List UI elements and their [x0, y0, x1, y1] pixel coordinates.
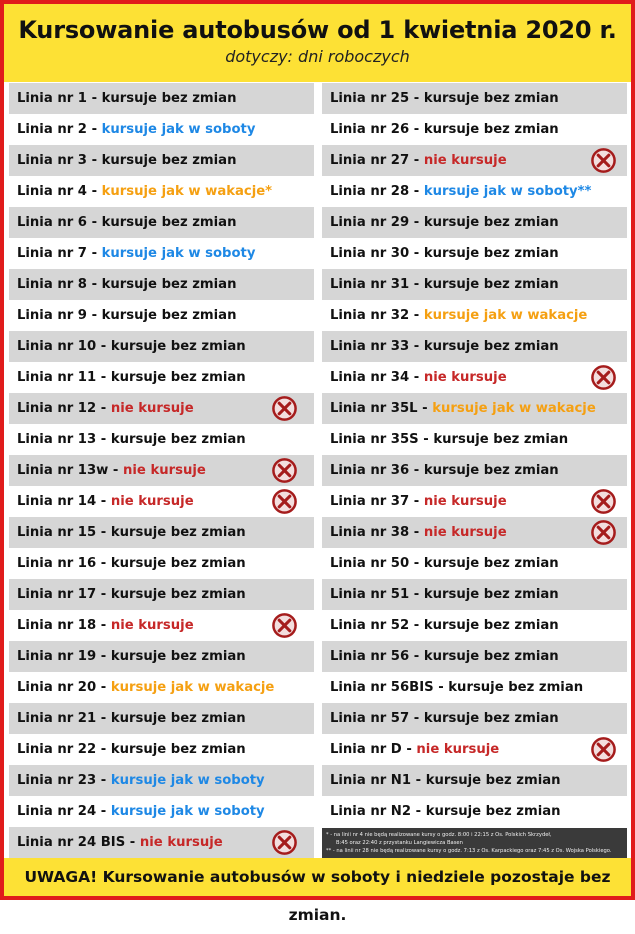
line-row — [322, 734, 627, 765]
line-status: nie kursuje — [110, 494, 194, 509]
line-name: Linia nr 50 — [330, 556, 410, 571]
line-status: kursuje bez zmian — [423, 587, 559, 602]
line-name: Linia nr 11 — [17, 370, 97, 385]
line-status: kursuje bez zmian — [110, 556, 246, 571]
line-name: Linia nr 32 — [330, 308, 410, 323]
line-name: Linia nr 10 — [17, 339, 97, 354]
line-name: Linia nr 51 — [330, 587, 410, 602]
separator: - — [86, 153, 102, 168]
line-row — [9, 114, 314, 145]
line-row — [9, 641, 314, 672]
line-name: Linia nr 13w — [17, 463, 109, 478]
line-name: Linia nr 9 — [17, 308, 87, 323]
separator: - — [409, 525, 424, 540]
line-row — [9, 176, 314, 207]
line-row — [9, 579, 314, 610]
line-name: Linia nr 35L — [330, 401, 418, 416]
separator: - — [96, 401, 111, 416]
line-row — [322, 424, 627, 455]
separator: - — [409, 215, 424, 230]
separator: - — [409, 339, 424, 354]
line-row — [9, 238, 314, 269]
line-name: Linia nr 31 — [330, 277, 410, 292]
line-name: Linia nr 22 — [17, 742, 97, 757]
cancel-icon — [271, 829, 298, 856]
line-name: Linia nr 19 — [17, 649, 97, 664]
line-name: Linia nr 14 — [17, 494, 97, 509]
separator: - — [96, 432, 111, 447]
line-name: Linia nr 52 — [330, 618, 410, 633]
line-name: Linia nr 6 — [17, 215, 87, 230]
line-row — [322, 176, 627, 207]
page-subtitle: dotyczy: dni roboczych — [225, 47, 410, 66]
line-name: Linia nr 12 — [17, 401, 97, 416]
line-status: kursuje bez zmian — [448, 680, 584, 695]
line-status: kursuje jak w wakacje — [423, 308, 588, 323]
line-name: Linia nr 36 — [330, 463, 410, 478]
line-name: Linia nr 3 — [17, 153, 87, 168]
line-name: Linia nr 16 — [17, 556, 97, 571]
line-status: nie kursuje — [139, 835, 223, 850]
cancel-icon — [271, 612, 298, 639]
line-row — [9, 362, 314, 393]
separator: - — [409, 587, 424, 602]
line-status: kursuje bez zmian — [433, 432, 569, 447]
right-column — [322, 82, 627, 827]
footnote-line: * - na linii nr 4 nie będą realizowane kursy o godz. 8:00 i 22:15 z Os. Polskich Skrzydeł, — [326, 832, 552, 838]
line-row — [9, 610, 314, 641]
line-name: Linia nr 30 — [330, 246, 410, 261]
line-status: kursuje jak w soboty — [101, 122, 256, 137]
line-row — [9, 83, 314, 114]
line-row — [322, 486, 627, 517]
line-row — [322, 796, 627, 827]
line-row — [9, 517, 314, 548]
line-name: Linia nr 56 — [330, 649, 410, 664]
separator: - — [409, 556, 424, 571]
line-status: kursuje bez zmian — [423, 649, 559, 664]
separator: - — [108, 463, 123, 478]
line-name: Linia nr 4 — [17, 184, 87, 199]
separator: - — [86, 246, 102, 261]
line-row — [322, 641, 627, 672]
line-name: Linia nr 7 — [17, 246, 87, 261]
line-name: Linia nr 56BIS — [330, 680, 434, 695]
line-row — [9, 796, 314, 827]
separator: - — [96, 711, 111, 726]
separator: - — [409, 184, 424, 199]
footnote-line: B:45 oraz 22:40 z przystanku Langiewicza Basen — [336, 840, 463, 846]
line-name: Linia nr 26 — [330, 122, 410, 137]
separator: - — [96, 556, 111, 571]
separator: - — [411, 773, 426, 788]
line-name: Linia nr D — [330, 742, 402, 757]
line-status: nie kursuje — [423, 153, 507, 168]
line-status: kursuje bez zmian — [425, 773, 561, 788]
line-name: Linia nr 37 — [330, 494, 410, 509]
separator: - — [86, 277, 102, 292]
line-name: Linia nr 27 — [330, 153, 410, 168]
line-name: Linia nr 21 — [17, 711, 97, 726]
separator: - — [96, 525, 111, 540]
line-status: kursuje bez zmian — [101, 215, 237, 230]
line-status: kursuje jak w wakacje* — [101, 184, 273, 199]
separator: - — [96, 649, 111, 664]
cancel-icon — [590, 519, 617, 546]
line-status: kursuje bez zmian — [423, 339, 559, 354]
line-name: Linia nr 17 — [17, 587, 97, 602]
line-status: kursuje jak w soboty — [110, 773, 265, 788]
separator: - — [409, 153, 424, 168]
line-status: nie kursuje — [423, 494, 507, 509]
separator: - — [409, 494, 424, 509]
line-status: kursuje bez zmian — [110, 587, 246, 602]
line-row — [322, 672, 627, 703]
separator: - — [96, 339, 111, 354]
line-row — [322, 393, 627, 424]
separator: - — [96, 680, 111, 695]
separator: - — [86, 308, 102, 323]
line-status: kursuje bez zmian — [423, 711, 559, 726]
separator: - — [409, 91, 424, 106]
line-status: kursuje bez zmian — [110, 742, 246, 757]
line-row — [322, 517, 627, 548]
line-status: nie kursuje — [423, 370, 507, 385]
cancel-icon — [590, 364, 617, 391]
line-status: nie kursuje — [110, 618, 194, 633]
line-name: Linia nr 20 — [17, 680, 97, 695]
cancel-icon — [590, 147, 617, 174]
line-row — [322, 765, 627, 796]
line-name: Linia nr 28 — [330, 184, 410, 199]
line-row — [9, 331, 314, 362]
footnote-line: ** - na linii nr 28 nie będą realizowane kursy o godz. 7:13 z Os. Karpackiego oraz 7:45 z Os. Wojska Polskiego. — [326, 848, 612, 854]
line-status: kursuje jak w wakacje — [432, 401, 596, 416]
line-row — [9, 548, 314, 579]
line-row — [9, 703, 314, 734]
line-status: kursuje bez zmian — [423, 246, 559, 261]
line-status: kursuje bez zmian — [110, 370, 246, 385]
line-row — [9, 765, 314, 796]
separator: - — [409, 618, 424, 633]
separator: - — [401, 742, 417, 757]
separator: - — [86, 184, 102, 199]
line-row — [322, 362, 627, 393]
separator: - — [125, 835, 140, 850]
line-row — [322, 207, 627, 238]
line-status: kursuje bez zmian — [423, 463, 559, 478]
line-status: nie kursuje — [110, 401, 194, 416]
line-name: Linia nr 13 — [17, 432, 97, 447]
line-name: Linia nr 25 — [330, 91, 410, 106]
line-name: Linia nr 1 — [17, 91, 87, 106]
line-status: kursuje jak w soboty — [110, 804, 265, 819]
line-row — [322, 331, 627, 362]
line-row — [9, 455, 314, 486]
separator: - — [409, 370, 424, 385]
line-status: kursuje bez zmian — [110, 432, 246, 447]
line-row — [9, 207, 314, 238]
line-row — [9, 734, 314, 765]
line-status: kursuje jak w soboty — [101, 246, 256, 261]
line-name: Linia nr N1 — [330, 773, 412, 788]
footer-banner: UWAGA! Kursowanie autobusów w soboty i niedziele pozostaje bez zmian. — [4, 858, 631, 896]
line-row — [9, 827, 314, 858]
line-status: nie kursuje — [416, 742, 500, 757]
separator: - — [409, 463, 424, 478]
line-row — [9, 393, 314, 424]
line-name: Linia nr 8 — [17, 277, 87, 292]
line-status: kursuje jak w wakacje — [110, 680, 275, 695]
line-row — [9, 300, 314, 331]
line-row — [322, 548, 627, 579]
line-row — [322, 83, 627, 114]
line-name: Linia nr 29 — [330, 215, 410, 230]
line-name: Linia nr 33 — [330, 339, 410, 354]
line-status: nie kursuje — [123, 463, 206, 478]
separator: - — [409, 122, 424, 137]
line-name: Linia nr 15 — [17, 525, 97, 540]
line-row — [9, 486, 314, 517]
line-row — [322, 300, 627, 331]
separator: - — [409, 277, 424, 292]
separator: - — [409, 711, 424, 726]
line-name: Linia nr 34 — [330, 370, 410, 385]
separator: - — [433, 680, 449, 695]
line-status: kursuje bez zmian — [110, 339, 246, 354]
cancel-icon — [271, 457, 298, 484]
line-row — [9, 145, 314, 176]
separator: - — [86, 91, 102, 106]
line-row — [322, 579, 627, 610]
separator: - — [411, 804, 426, 819]
line-status: kursuje bez zmian — [110, 649, 246, 664]
line-row — [322, 145, 627, 176]
line-status: kursuje bez zmian — [101, 277, 237, 292]
separator: - — [96, 773, 111, 788]
separator: - — [96, 618, 111, 633]
separator: - — [86, 122, 102, 137]
line-name: Linia nr 2 — [17, 122, 87, 137]
line-status: nie kursuje — [423, 525, 507, 540]
line-name: Linia nr 23 — [17, 773, 97, 788]
header-banner — [4, 4, 631, 82]
separator: - — [96, 587, 111, 602]
line-status: kursuje bez zmian — [101, 308, 237, 323]
line-name: Linia nr 24 — [17, 804, 97, 819]
cancel-icon — [590, 488, 617, 515]
line-row — [322, 269, 627, 300]
left-column — [9, 82, 314, 858]
cancel-icon — [271, 395, 298, 422]
separator: - — [96, 494, 111, 509]
line-row — [9, 424, 314, 455]
line-status: kursuje bez zmian — [423, 618, 559, 633]
line-status: kursuje bez zmian — [423, 122, 559, 137]
line-name: Linia nr 24 BIS — [17, 835, 126, 850]
separator: - — [409, 649, 424, 664]
line-row — [322, 238, 627, 269]
line-status: kursuje bez zmian — [423, 277, 559, 292]
line-status: kursuje bez zmian — [110, 711, 246, 726]
line-status: kursuje bez zmian — [423, 215, 559, 230]
line-status: kursuje bez zmian — [101, 91, 237, 106]
line-status: kursuje jak w soboty** — [423, 184, 592, 199]
line-status: kursuje bez zmian — [423, 556, 559, 571]
line-row — [322, 114, 627, 145]
cancel-icon — [271, 488, 298, 515]
separator: - — [96, 804, 111, 819]
line-name: Linia nr 38 — [330, 525, 410, 540]
separator: - — [409, 246, 424, 261]
line-row — [322, 703, 627, 734]
separator: - — [86, 215, 102, 230]
line-name: Linia nr N2 — [330, 804, 412, 819]
line-row — [322, 455, 627, 486]
separator: - — [418, 432, 434, 447]
line-row — [322, 610, 627, 641]
line-name: Linia nr 35S — [330, 432, 419, 447]
separator: - — [417, 401, 433, 416]
separator: - — [409, 308, 424, 323]
line-status: kursuje bez zmian — [110, 525, 246, 540]
line-row — [9, 672, 314, 703]
footnotes — [322, 828, 627, 858]
line-name: Linia nr 18 — [17, 618, 97, 633]
line-status: kursuje bez zmian — [423, 91, 559, 106]
line-status: kursuje bez zmian — [425, 804, 561, 819]
separator: - — [96, 370, 111, 385]
separator: - — [96, 742, 111, 757]
line-row — [9, 269, 314, 300]
cancel-icon — [590, 736, 617, 763]
line-name: Linia nr 57 — [330, 711, 410, 726]
line-status: kursuje bez zmian — [101, 153, 237, 168]
page-title: Kursowanie autobusów od 1 kwietnia 2020 r. — [18, 16, 617, 44]
